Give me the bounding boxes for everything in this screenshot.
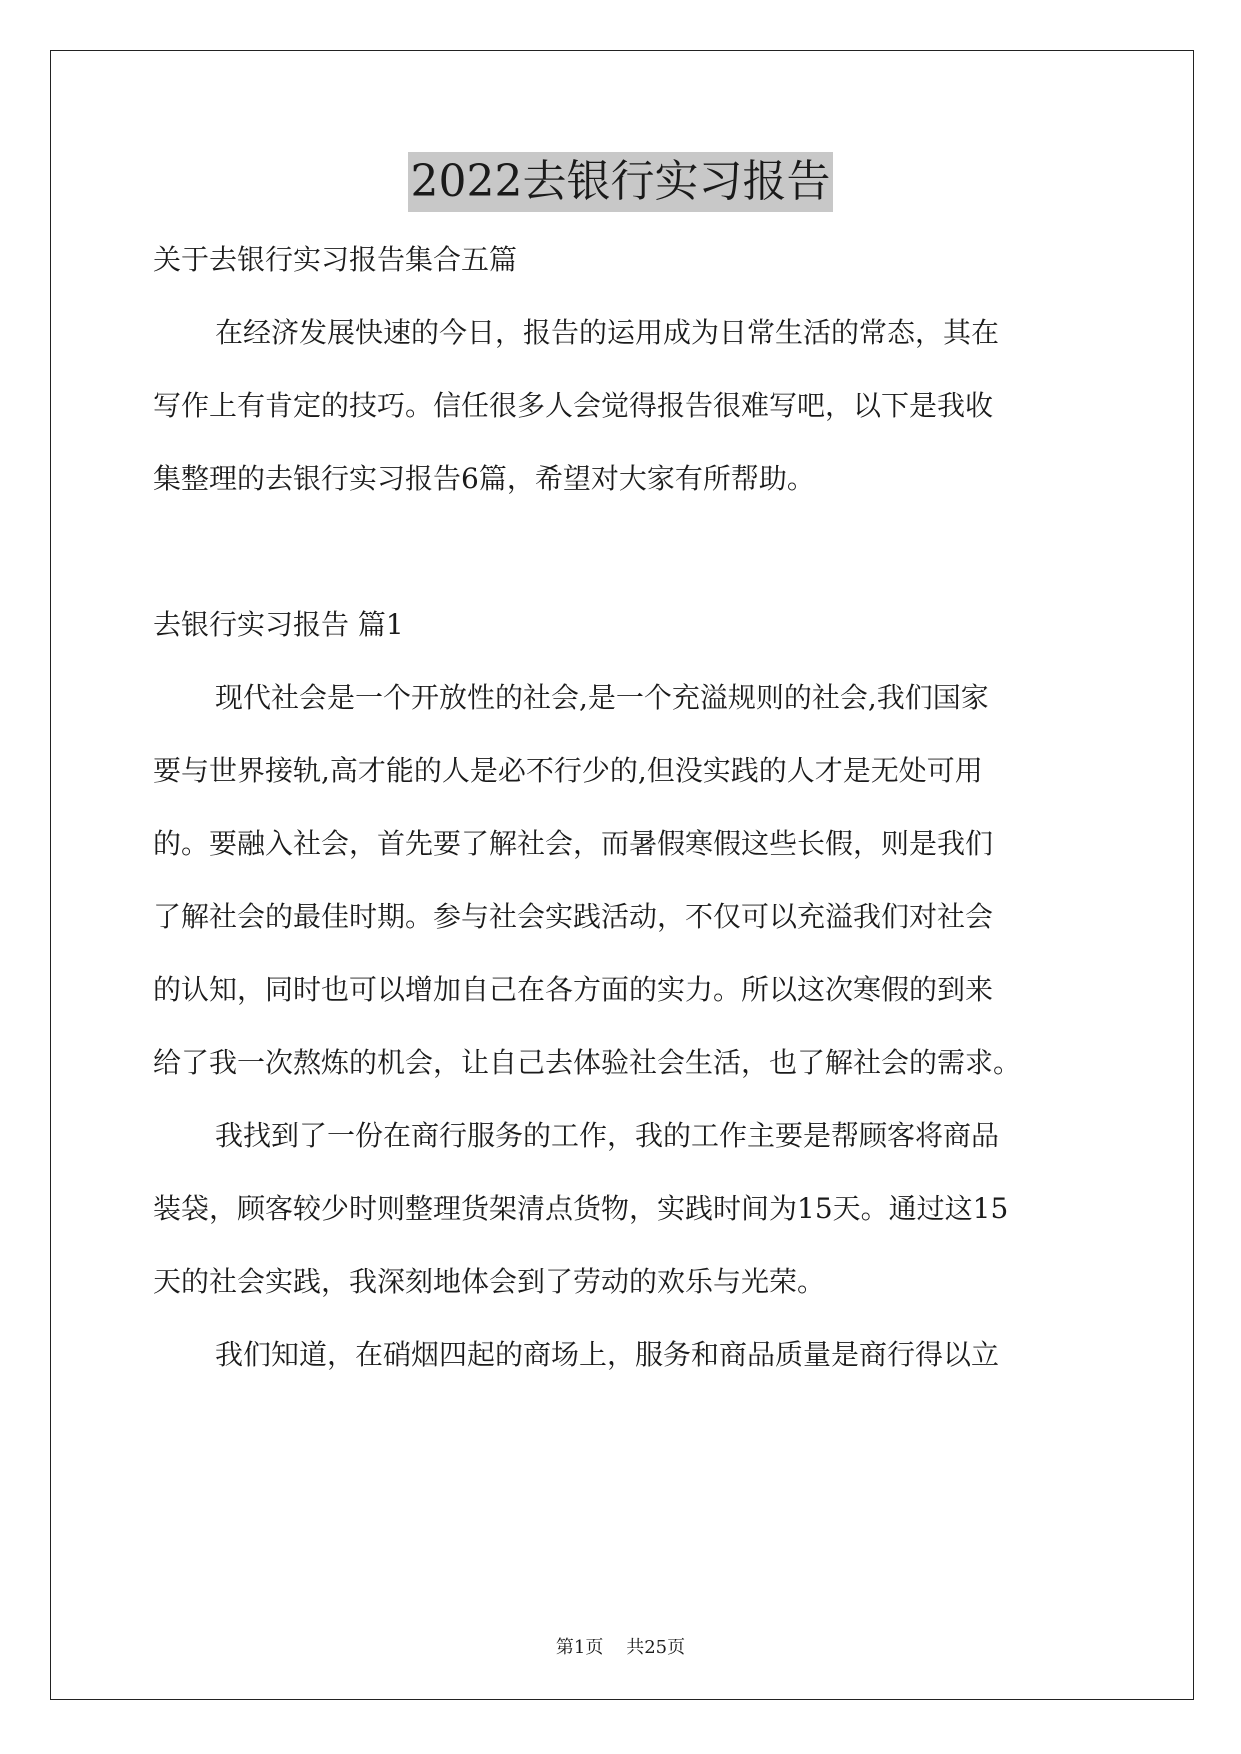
paragraph-line: 了解社会的最佳时期。参与社会实践活动，不仅可以充溢我们对社会 <box>153 900 994 933</box>
paragraph-line: 的认知，同时也可以增加自己在各方面的实力。所以这次寒假的到来 <box>153 973 994 1006</box>
subtitle-line: 关于去银行实习报告集合五篇 <box>153 243 518 276</box>
paragraph-line: 我找到了一份在商行服务的工作，我的工作主要是帮顾客将商品 <box>215 1119 1000 1152</box>
page-border <box>50 50 1194 1700</box>
page-number: 第1页 <box>555 1637 604 1658</box>
paragraph-line: 天的社会实践，我深刻地体会到了劳动的欢乐与光荣。 <box>153 1265 826 1298</box>
paragraph-line: 写作上有肯定的技巧。信任很多人会觉得报告很难写吧，以下是我收 <box>153 389 994 422</box>
paragraph-line: 要与世界接轨,高才能的人是必不行少的,但没实践的人才是无处可用 <box>153 754 983 787</box>
paragraph-line: 现代社会是一个开放性的社会,是一个充溢规则的社会,我们国家 <box>215 681 989 714</box>
paragraph-line: 我们知道，在硝烟四起的商场上，服务和商品质量是商行得以立 <box>215 1338 1000 1371</box>
paragraph-line: 在经济发展快速的今日，报告的运用成为日常生活的常态，其在 <box>215 316 1000 349</box>
document-title: 2022去银行实习报告 <box>408 152 834 212</box>
page-total: 共25页 <box>626 1637 686 1658</box>
paragraph-line: 集整理的去银行实习报告6篇，希望对大家有所帮助。 <box>153 462 815 495</box>
paragraph-line: 给了我一次熬炼的机会，让自己去体验社会生活，也了解社会的需求。 <box>153 1046 1022 1079</box>
title-container <box>0 152 1241 212</box>
paragraph-line: 的。要融入社会，首先要了解社会，而暑假寒假这些长假，则是我们 <box>153 827 994 860</box>
page-footer <box>0 1636 1241 1660</box>
section-heading: 去银行实习报告 篇1 <box>153 608 404 641</box>
paragraph-line: 装袋，顾客较少时则整理货架清点货物，实践时间为15天。通过这15 <box>153 1192 1009 1225</box>
